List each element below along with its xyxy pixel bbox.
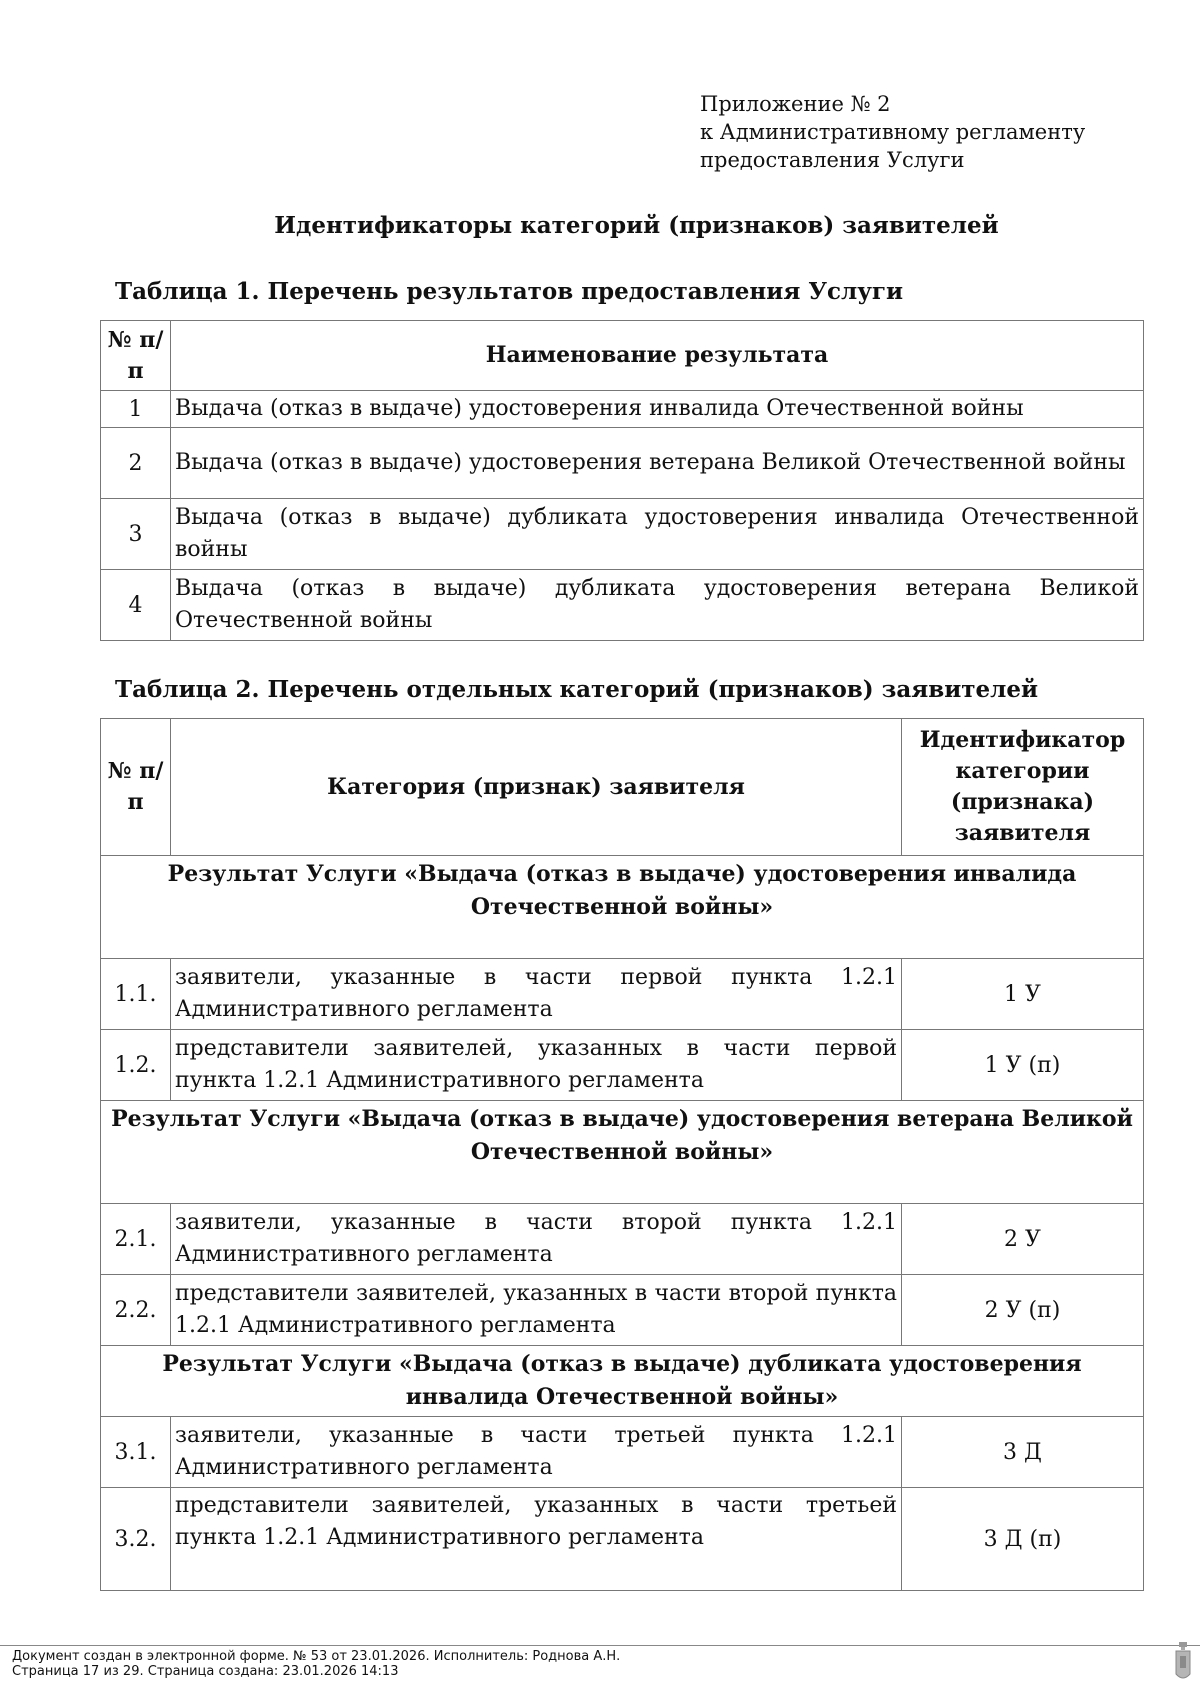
table1-caption: Таблица 1. Перечень результатов предоставления Услуги: [115, 278, 904, 305]
table-row: [101, 1030, 1144, 1101]
row-num: 3: [101, 499, 171, 570]
row-identifier: 1 У (п): [902, 1030, 1144, 1101]
appendix-line-1: Приложение № 2: [700, 92, 891, 116]
row-category: заявители, указанные в части первой пункта 1.2.1 Административного регламента: [171, 959, 902, 1030]
section-title: Результат Услуги «Выдача (отказ в выдаче) дубликата удостоверения инвалида Отечественной войны»: [101, 1346, 1144, 1417]
table-header-row: [101, 719, 1144, 856]
categories-table: [100, 718, 1144, 1591]
section-row: [101, 1346, 1144, 1417]
row-num: 3.2.: [101, 1488, 171, 1591]
row-text: Выдача (отказ в выдаче) дубликата удостоверения инвалида Отечественной войны: [171, 499, 1144, 570]
header-num: № п/п: [101, 321, 171, 391]
row-text: Выдача (отказ в выдаче) дубликата удостоверения ветерана Великой Отечественной войны: [171, 570, 1144, 641]
table-row: [101, 570, 1144, 641]
row-num: 1: [101, 391, 171, 428]
footer-line-1: Документ создан в электронной форме. № 53 от 23.01.2026. Исполнитель: Роднова А.Н.: [12, 1649, 621, 1664]
row-identifier: 2 У (п): [902, 1275, 1144, 1346]
table-row: [101, 499, 1144, 570]
row-category: представители заявителей, указанных в части первой пункта 1.2.1 Административного регламента: [171, 1030, 902, 1101]
row-category: заявители, указанные в части второй пункта 1.2.1 Административного регламента: [171, 1204, 902, 1275]
header-result-name: Наименование результата: [171, 321, 1144, 391]
table-row: [101, 428, 1144, 499]
table-row: [101, 1417, 1144, 1488]
row-identifier: 2 У: [902, 1204, 1144, 1275]
table-row: [101, 1204, 1144, 1275]
table-row: [101, 959, 1144, 1030]
row-category: представители заявителей, указанных в части третьей пункта 1.2.1 Административного регламента: [171, 1488, 902, 1591]
table-row: [101, 1275, 1144, 1346]
row-category: заявители, указанные в части третьей пункта 1.2.1 Административного регламента: [171, 1417, 902, 1488]
section-row: [101, 856, 1144, 959]
row-category: представители заявителей, указанных в части второй пункта 1.2.1 Административного регламента: [171, 1275, 902, 1346]
row-text: Выдача (отказ в выдаче) удостоверения ветерана Великой Отечественной войны: [171, 428, 1144, 499]
footer-line-2: Страница 17 из 29. Страница создана: 23.01.2026 14:13: [12, 1664, 399, 1679]
header-category: Категория (признак) заявителя: [171, 719, 902, 856]
row-num: 1.1.: [101, 959, 171, 1030]
row-identifier: 3 Д: [902, 1417, 1144, 1488]
document-title: Идентификаторы категорий (признаков) заявителей: [274, 212, 999, 239]
row-num: 1.2.: [101, 1030, 171, 1101]
row-num: 2.2.: [101, 1275, 171, 1346]
appendix-line-2: к Административному регламенту: [700, 120, 1086, 144]
row-identifier: 3 Д (п): [902, 1488, 1144, 1591]
table-header-row: [101, 321, 1144, 391]
coat-of-arms-icon: [1174, 1642, 1192, 1684]
table-row: [101, 1488, 1144, 1591]
section-row: [101, 1101, 1144, 1204]
footer-divider: [0, 1645, 1200, 1646]
appendix-line-3: предоставления Услуги: [700, 148, 965, 172]
appendix-note: [700, 90, 1085, 174]
row-num: 2.1.: [101, 1204, 171, 1275]
header-identifier: Идентификатор категории (признака) заявителя: [902, 719, 1144, 856]
section-title: Результат Услуги «Выдача (отказ в выдаче) удостоверения ветерана Великой Отечественной войны»: [101, 1101, 1144, 1204]
row-identifier: 1 У: [902, 959, 1144, 1030]
row-num: 4: [101, 570, 171, 641]
page-footer: [12, 1649, 620, 1679]
row-text: Выдача (отказ в выдаче) удостоверения инвалида Отечественной войны: [171, 391, 1144, 428]
row-num: 3.1.: [101, 1417, 171, 1488]
section-title: Результат Услуги «Выдача (отказ в выдаче) удостоверения инвалида Отечественной войны»: [101, 856, 1144, 959]
header-num: № п/п: [101, 719, 171, 856]
table-row: [101, 391, 1144, 428]
results-table: [100, 320, 1144, 641]
table2-caption: Таблица 2. Перечень отдельных категорий (признаков) заявителей: [115, 676, 1039, 703]
row-num: 2: [101, 428, 171, 499]
